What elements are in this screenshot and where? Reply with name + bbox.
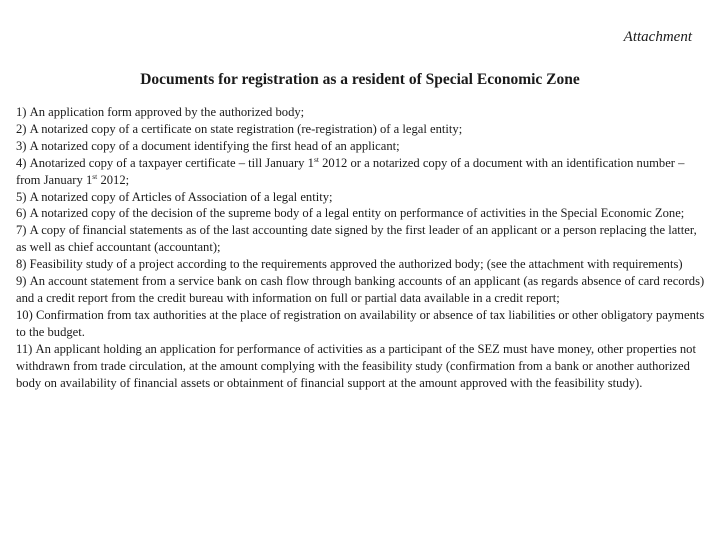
list-item [16,205,706,222]
list-item [16,222,706,256]
item-text: 2012 or a notarized copy of a document with an identification number – from January 1 [16,155,685,187]
superscript-ordinal: st [92,171,98,181]
item-number: 8) [16,257,27,272]
item-text: A copy of financial statements as of the last accounting date signed by the first leader of an applicant or a person replacing the latter, as well as chief accountant (accountant); [16,223,697,255]
item-number: 11) [16,341,33,356]
item-number: 4) [16,155,27,170]
list-item [16,189,706,206]
list-item [16,273,706,307]
item-text: An applicant holding an application for performance of activities as a participant of the SEZ must have money, other properties not withdrawn from trade circulation, at the amount complying with the feasibility study (confirmation from a bank or another authorized body on availability of financial assets or obtainment of financial support at the amount approved with the feasibility study). [16,341,696,390]
superscript-ordinal: st [313,154,319,164]
item-text: A notarized copy of a document identifying the first head of an applicant; [29,138,400,153]
list-item [16,121,706,138]
item-text: Feasibility study of a project according to the requirements approved the authorized body; (see the attachment with requirements) [29,257,683,272]
item-text: A notarized copy of a certificate on state registration (re-registration) of a legal entity; [29,121,463,136]
item-number: 3) [16,138,27,153]
item-number: 10) [16,307,33,322]
item-number: 1) [16,105,27,119]
list-item [16,341,706,392]
item-text: 2012; [97,172,130,187]
item-number: 7) [16,223,27,238]
item-text: An application form approved by the authorized body; [29,105,305,119]
item-text: Confirmation from tax authorities at the place of registration on availability or absence of tax liabilities or other obligatory payments to the budget. [16,307,705,339]
list-item [16,307,706,341]
item-text: An account statement from a service bank on cash flow through banking accounts of an applicant (as regards absence of card records) and a credit report from the credit bureau with information on full or partial data available in a credit report; [16,274,705,305]
list-item [16,104,706,121]
list-item [16,256,706,273]
item-text: A notarized copy of Articles of Association of a legal entity; [29,189,333,204]
list-item [16,138,706,155]
attachment-label: Attachment [623,29,692,45]
item-number: 6) [16,206,27,221]
item-number: 5) [16,189,27,204]
item-number: 9) [16,274,27,289]
document-title: Documents for registration as a resident of Special Economic Zone [140,71,580,88]
item-number: 2) [16,121,27,136]
item-text: Anotarized copy of a taxpayer certificate – till January 1 [29,155,314,170]
list-item [16,155,706,189]
documents-list [16,104,706,391]
item-text: A notarized copy of the decision of the supreme body of a legal entity on performance of activities in the Special Economic Zone; [29,206,685,221]
